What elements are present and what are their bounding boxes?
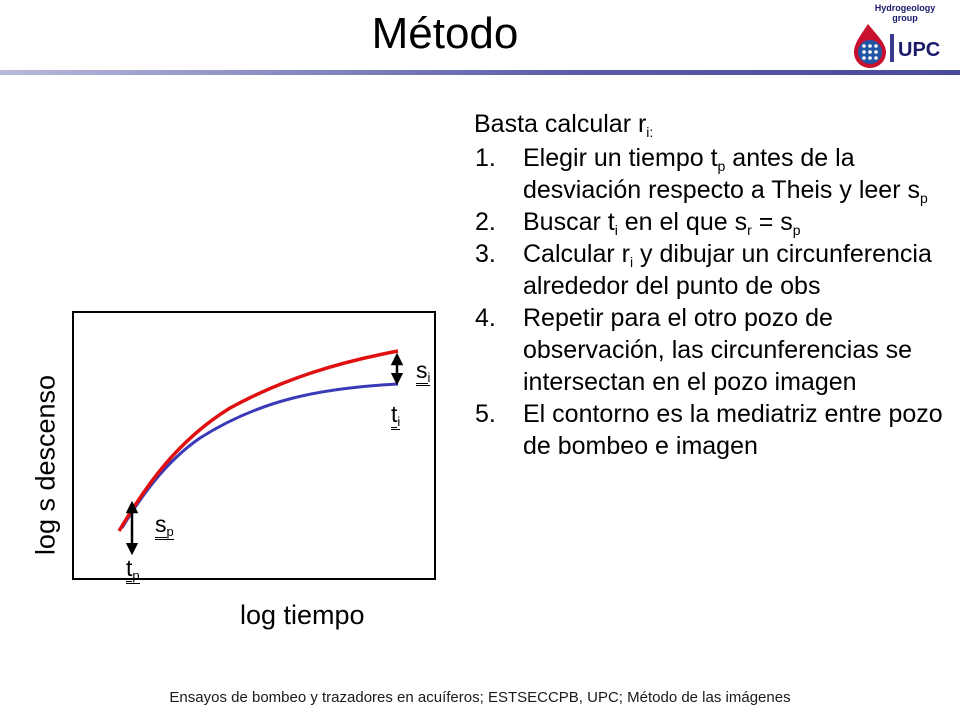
ti-sub: i: [397, 414, 401, 429]
step-text: Buscar t: [523, 208, 615, 236]
image-well-curve-red: [119, 351, 401, 531]
theis-curve-blue: [122, 384, 401, 528]
step-subscript: p: [717, 158, 726, 174]
logo-group-line-2: group: [892, 13, 918, 23]
tp-label: [126, 557, 140, 584]
step-subscript: i: [614, 222, 618, 238]
step-number: 5.: [475, 400, 496, 428]
intro-subscript: i:: [646, 124, 654, 140]
sp-label: [155, 513, 174, 540]
tp-sub: p: [132, 568, 140, 583]
step-text: Repetir para el otro pozo de observación, las circunferencias se intersectan en el pozo imagen: [523, 304, 913, 396]
step-number: 1.: [475, 144, 496, 172]
step-number: 2.: [475, 208, 496, 236]
ti-label: [391, 403, 400, 430]
tp-base: t: [126, 555, 133, 581]
step-subscript: r: [747, 222, 752, 238]
x-axis-label: log tiempo: [240, 600, 365, 630]
sp-base: s: [155, 511, 167, 537]
logo-org-text: UPC: [898, 39, 941, 61]
logo-group-line-1: Hydrogeology: [874, 3, 936, 13]
step-text: y dibujar un circunferencia alrededor del punto de obs: [523, 240, 932, 300]
step-text: Calcular r: [523, 240, 630, 268]
step-number: 3.: [475, 240, 496, 268]
y-axis-label-text: log s descenso: [30, 374, 61, 556]
sp-sub: p: [166, 524, 174, 539]
step-text: antes de la desviación respecto a Theis y leer s: [523, 144, 920, 204]
step-subscript: i: [629, 254, 634, 270]
step-text: Elegir un tiempo t: [523, 144, 718, 172]
si-label: [416, 359, 430, 386]
step-text: = s: [751, 208, 793, 236]
step-number: 4.: [475, 304, 496, 332]
footer-caption: Ensayos de bombeo y trazadores en acuíferos; ESTSECCPB, UPC; Método de las imágenes: [169, 689, 791, 706]
page-title: Método: [371, 9, 519, 58]
step-subscript: p: [919, 190, 928, 206]
step-text: en el que s: [617, 208, 748, 236]
step-text: El contorno es la mediatriz entre pozo de bombeo e imagen: [523, 400, 943, 460]
si-sub: i: [427, 370, 431, 385]
intro-text: Basta calcular r: [474, 110, 647, 138]
step-subscript: p: [792, 222, 801, 238]
ti-base: t: [391, 401, 398, 427]
si-base: s: [416, 357, 428, 383]
